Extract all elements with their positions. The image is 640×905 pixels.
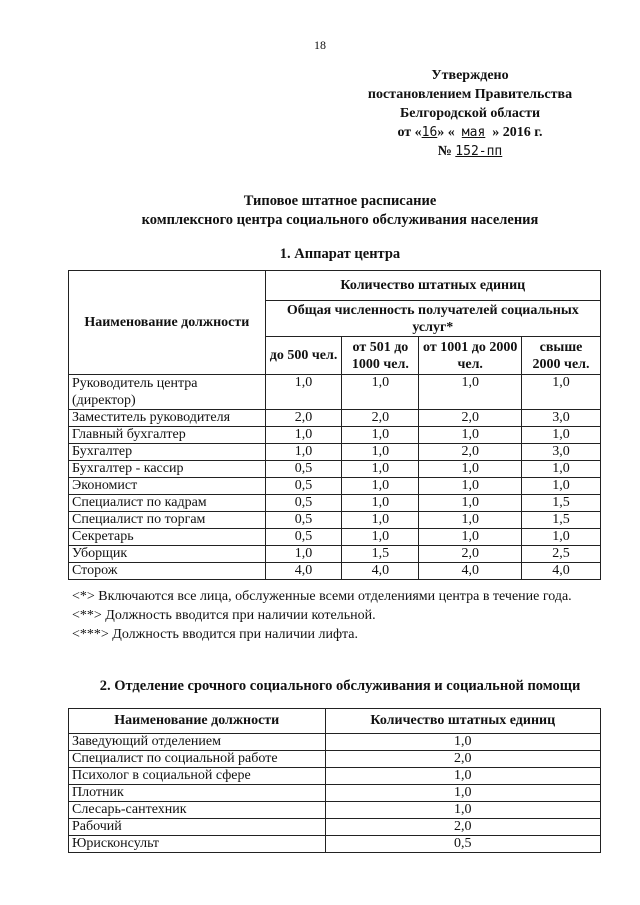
cell-value: 1,0 [325, 802, 600, 819]
cell-value: 1,0 [342, 478, 419, 495]
approval-number [350, 142, 590, 161]
cell-value: 3,0 [522, 444, 601, 461]
cell-value: 1,0 [342, 512, 419, 529]
section2-heading: 2. Отделение срочного социального обслуживания и социальной помощи [99, 678, 581, 694]
document-title [60, 192, 620, 230]
number-value: 152-пп [455, 144, 503, 159]
footnote-1: <*> Включаются все лица, обслуженные всеми отделениями центра в течение года. [72, 589, 572, 604]
position-name: Психолог в социальной сфере [69, 768, 326, 785]
table-row [69, 529, 601, 546]
date-mid: » « [437, 125, 455, 140]
position-name: Юрисконсульт [69, 836, 326, 853]
table-row [69, 802, 601, 819]
cell-value: 1,0 [419, 512, 522, 529]
cell-value: 1,0 [419, 461, 522, 478]
table-row [69, 495, 601, 512]
cell-value: 0,5 [265, 512, 342, 529]
table-row [69, 768, 601, 785]
cell-value: 2,0 [342, 410, 419, 427]
cell-value: 2,0 [419, 444, 522, 461]
cell-value: 2,0 [419, 546, 522, 563]
approval-date [350, 123, 590, 142]
cell-value: 4,0 [522, 563, 601, 580]
approval-line-3: Белгородской области [399, 106, 541, 121]
table-row [69, 734, 601, 751]
date-suffix: » 2016 г. [492, 125, 543, 140]
col-header-position: Наименование должности [69, 271, 266, 375]
position-name: Бухгалтер - кассир [69, 461, 266, 478]
staff-table-2 [68, 708, 601, 853]
cell-value: 1,0 [342, 495, 419, 512]
cell-value: 1,0 [342, 427, 419, 444]
date-prefix: от « [397, 125, 422, 140]
cell-value: 2,0 [419, 410, 522, 427]
cell-value: 0,5 [265, 461, 342, 478]
cell-value: 1,0 [265, 546, 342, 563]
date-month: мая [461, 125, 486, 140]
position-name: Специалист по кадрам [69, 495, 266, 512]
position-name: Секретарь [69, 529, 266, 546]
col-header-up-to-500: до 500 чел. [265, 337, 342, 375]
cell-value: 1,0 [419, 495, 522, 512]
table-row [69, 512, 601, 529]
table-row [69, 563, 601, 580]
cell-value: 4,0 [265, 563, 342, 580]
position-name: Бухгалтер [69, 444, 266, 461]
cell-value: 1,0 [342, 375, 419, 410]
position-name: Рабочий [69, 819, 326, 836]
table-row [69, 546, 601, 563]
section1-heading: 1. Аппарат центра [279, 246, 401, 262]
col-header-units: Количество штатных единиц [325, 709, 600, 734]
cell-value: 1,0 [265, 444, 342, 461]
cell-value: 0,5 [265, 495, 342, 512]
position-name: Сторож [69, 563, 266, 580]
cell-value: 2,0 [325, 819, 600, 836]
date-day: 16 [421, 125, 438, 140]
table-row [69, 785, 601, 802]
col-header-position: Наименование должности [69, 709, 326, 734]
cell-value: 2,5 [522, 546, 601, 563]
position-name: Главный бухгалтер [69, 427, 266, 444]
cell-value: 1,0 [419, 427, 522, 444]
table-row [69, 427, 601, 444]
table-row [69, 836, 601, 853]
table-row [69, 444, 601, 461]
cell-value: 4,0 [342, 563, 419, 580]
cell-value: 1,0 [325, 768, 600, 785]
table-row [69, 410, 601, 427]
position-name: Плотник [69, 785, 326, 802]
cell-value: 1,0 [325, 734, 600, 751]
cell-value: 1,0 [522, 375, 601, 410]
cell-value: 1,0 [265, 375, 342, 410]
table-row [69, 461, 601, 478]
footnotes [72, 588, 601, 645]
position-name: Слесарь-сантехник [69, 802, 326, 819]
cell-value: 1,0 [419, 529, 522, 546]
position-name: Заместитель руководителя [69, 410, 266, 427]
staff-table-1 [68, 270, 601, 580]
position-name: Руководитель центра (директор) [69, 375, 266, 410]
cell-value: 1,0 [325, 785, 600, 802]
col-header-over-2000: свыше 2000 чел. [522, 337, 601, 375]
cell-value: 4,0 [419, 563, 522, 580]
col-header-units: Количество штатных единиц [265, 271, 600, 301]
cell-value: 1,0 [342, 529, 419, 546]
cell-value: 1,0 [522, 478, 601, 495]
cell-value: 2,0 [325, 751, 600, 768]
cell-value: 2,0 [265, 410, 342, 427]
cell-value: 1,0 [522, 427, 601, 444]
footnote-3: <***> Должность вводится при наличии лифта. [72, 627, 359, 642]
table-row [69, 375, 601, 410]
table-row [69, 819, 601, 836]
position-name: Экономист [69, 478, 266, 495]
approval-line-1: Утверждено [431, 68, 509, 83]
cell-value: 1,5 [522, 512, 601, 529]
col-header-population: Общая численность получателей социальных услуг* [265, 301, 600, 337]
cell-value: 1,5 [522, 495, 601, 512]
table-row [69, 751, 601, 768]
approval-line-2: постановлением Правительства [367, 87, 573, 102]
col-header-1001-2000: от 1001 до 2000 чел. [419, 337, 522, 375]
col-header-501-1000: от 501 до 1000 чел. [342, 337, 419, 375]
position-name: Специалист по социальной работе [69, 751, 326, 768]
number-prefix: № [437, 144, 452, 159]
cell-value: 0,5 [265, 529, 342, 546]
table-row [69, 478, 601, 495]
title-line-2: комплексного центра социального обслуживания населения [141, 212, 539, 228]
approval-block [350, 66, 590, 161]
cell-value: 3,0 [522, 410, 601, 427]
cell-value: 1,5 [342, 546, 419, 563]
cell-value: 1,0 [342, 461, 419, 478]
position-name: Специалист по торгам [69, 512, 266, 529]
cell-value: 0,5 [325, 836, 600, 853]
cell-value: 1,0 [419, 375, 522, 410]
position-name: Заведующий отделением [69, 734, 326, 751]
cell-value: 0,5 [265, 478, 342, 495]
cell-value: 1,0 [265, 427, 342, 444]
page-number: 18 [314, 38, 326, 52]
title-line-1: Типовое штатное расписание [243, 193, 437, 209]
cell-value: 1,0 [522, 529, 601, 546]
cell-value: 1,0 [419, 478, 522, 495]
position-name: Уборщик [69, 546, 266, 563]
cell-value: 1,0 [522, 461, 601, 478]
cell-value: 1,0 [342, 444, 419, 461]
footnote-2: <**> Должность вводится при наличии котельной. [72, 608, 376, 623]
